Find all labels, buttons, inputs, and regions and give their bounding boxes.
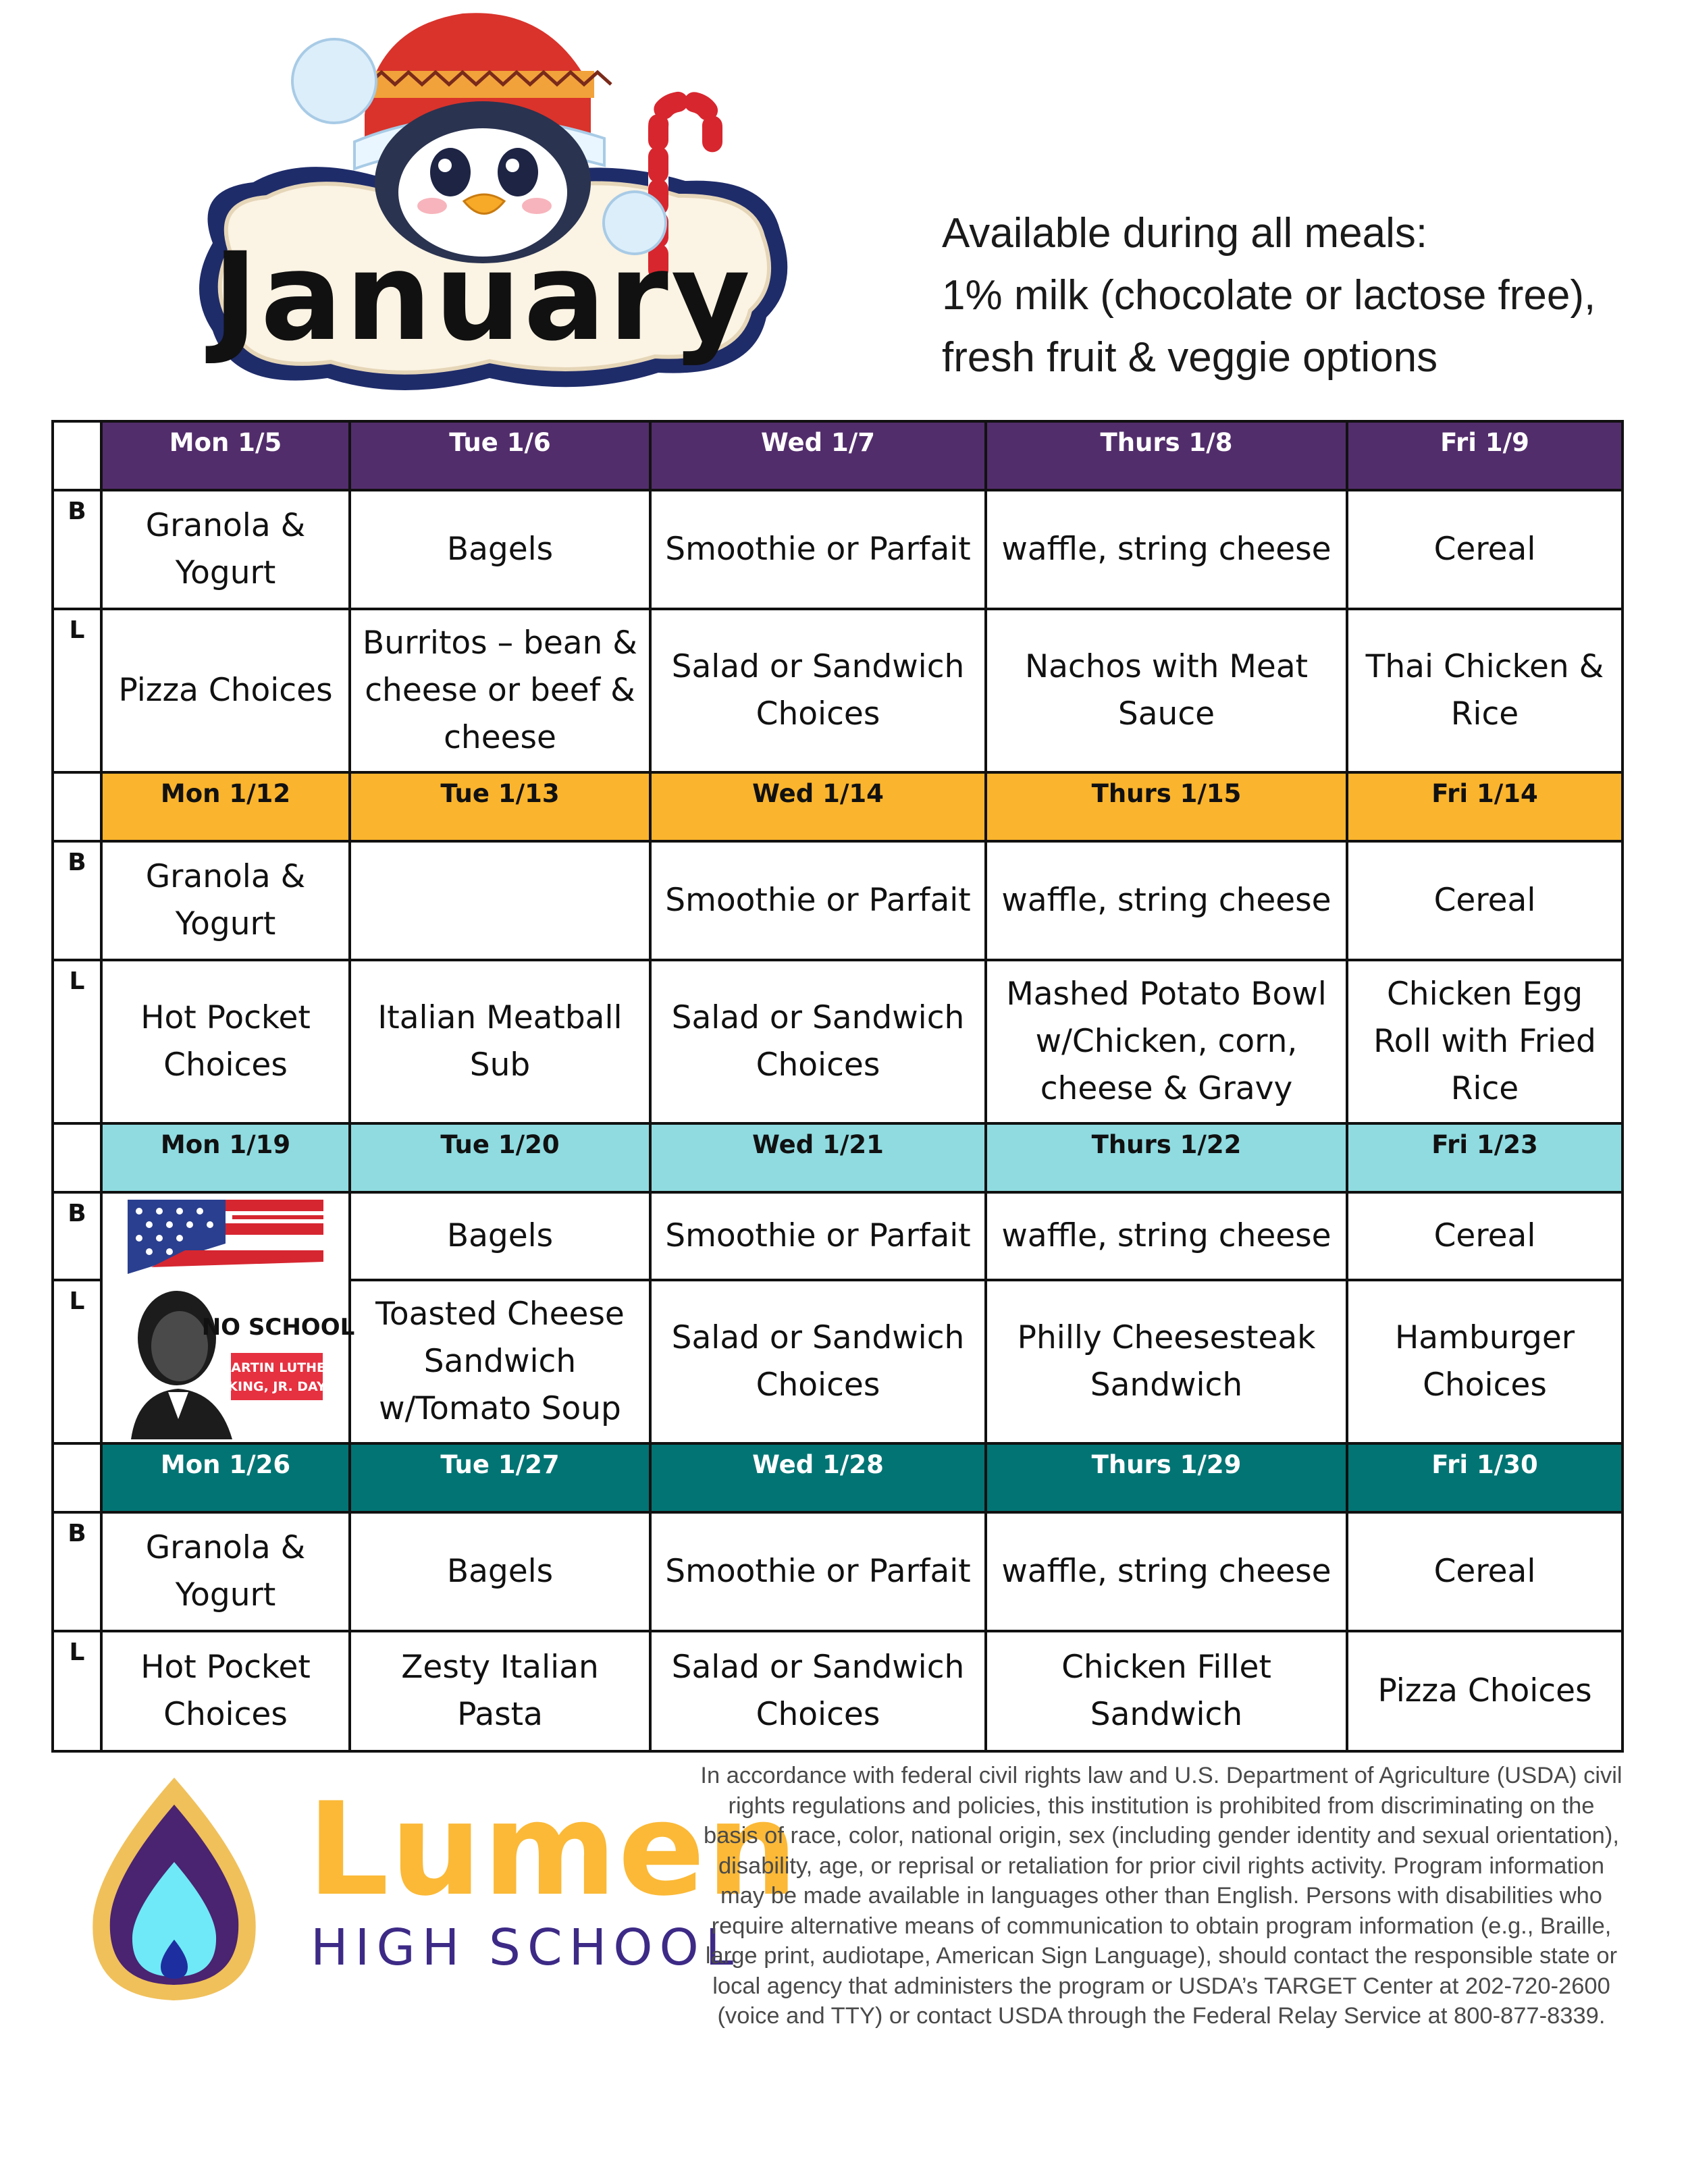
nondiscrimination-notice: [695, 1761, 1627, 2031]
menu-item: Thai Chicken & Rice: [1347, 609, 1623, 772]
menu-item: Hot Pocket Choices: [101, 960, 350, 1123]
menu-item: Pizza Choices: [101, 609, 350, 772]
lunch-label: L: [53, 960, 101, 1123]
week-2-lunch-row: [53, 960, 1623, 1123]
week-4-lunch-row: [53, 1631, 1623, 1751]
menu-item: waffle, string cheese: [986, 1512, 1347, 1631]
notice-line: disability, age, or reprisal or retaliation for prior civil rights activity. Program information: [718, 1853, 1605, 1879]
menu-item: Granola & Yogurt: [101, 841, 350, 960]
notice-line: may be made available in languages other than English. Persons with disabilities who: [720, 1883, 1602, 1909]
day-header: Wed 1/28: [650, 1443, 986, 1512]
availability-note: [942, 203, 1671, 389]
flag-icon: [128, 1200, 323, 1274]
breakfast-label: B: [53, 1192, 101, 1280]
lunch-menu-table: [51, 420, 1624, 1753]
day-header: Fri 1/14: [1347, 772, 1623, 841]
menu-item: Mashed Potato Bowl w/Chicken, corn, cheese & Gravy: [986, 960, 1347, 1123]
portrait-silhouette: [131, 1291, 232, 1439]
menu-item: waffle, string cheese: [986, 1192, 1347, 1280]
day-header: Mon 1/12: [101, 772, 350, 841]
day-header: Wed 1/21: [650, 1123, 986, 1192]
menu-item: Smoothie or Parfait: [650, 490, 986, 609]
day-header: Tue 1/13: [350, 772, 650, 841]
no-school-text: NO SCHOOL: [201, 1314, 355, 1341]
menu-item: Cereal: [1347, 841, 1623, 960]
day-header: Thurs 1/8: [986, 421, 1347, 490]
week-1-breakfast-row: [53, 490, 1623, 609]
menu-item: Hamburger Choices: [1347, 1280, 1623, 1443]
day-header: Thurs 1/22: [986, 1123, 1347, 1192]
menu-item: Bagels: [350, 1192, 650, 1280]
holiday-name-line: MARTIN LUTHER: [218, 1360, 336, 1375]
corner-cell: [53, 1123, 101, 1192]
week-3-breakfast-row: [53, 1192, 1623, 1280]
menu-item: Hot Pocket Choices: [101, 1631, 350, 1751]
school-subtitle: HIGH SCHOOL: [311, 1919, 740, 1977]
menu-item: Cereal: [1347, 1512, 1623, 1631]
menu-item: Italian Meatball Sub: [350, 960, 650, 1123]
menu-item: Bagels: [350, 490, 650, 609]
menu-item: Bagels: [350, 1512, 650, 1631]
menu-item: Zesty Italian Pasta: [350, 1631, 650, 1751]
menu-item: Salad or Sandwich Choices: [650, 1631, 986, 1751]
menu-item: Chicken Egg Roll with Fried Rice: [1347, 960, 1623, 1123]
notice-line: local agency that administers the program or USDA’s TARGET Center at 202-720-2600: [712, 1973, 1610, 1999]
notice-line: require alternative means of communication to obtain program information (e.g., Braille,: [711, 1913, 1612, 1939]
menu-item: Burritos – bean & cheese or beef & cheese: [350, 609, 650, 772]
menu-item: [350, 841, 650, 960]
day-header: Thurs 1/15: [986, 772, 1347, 841]
breakfast-label: B: [53, 841, 101, 960]
mlk-day-holiday-cell: [101, 1192, 355, 1443]
holiday-name-line: KING, JR. DAY: [228, 1379, 326, 1394]
menu-item: Cereal: [1347, 1192, 1623, 1280]
menu-item: Pizza Choices: [1347, 1631, 1623, 1751]
menu-item: Smoothie or Parfait: [650, 1512, 986, 1631]
day-header: Fri 1/23: [1347, 1123, 1623, 1192]
menu-item: waffle, string cheese: [986, 490, 1347, 609]
week-1-header-row: [53, 421, 1623, 490]
menu-item: Cereal: [1347, 490, 1623, 609]
mlk-day-graphic: [124, 1196, 355, 1439]
notice-line: In accordance with federal civil rights law and U.S. Department of Agriculture (USDA) civil: [700, 1763, 1623, 1788]
menu-item: Chicken Fillet Sandwich: [986, 1631, 1347, 1751]
notice-line: (voice and TTY) or contact USDA through the Federal Relay Service at 800-877-8339.: [717, 2003, 1606, 2029]
day-header: Tue 1/27: [350, 1443, 650, 1512]
menu-item: Salad or Sandwich Choices: [650, 609, 986, 772]
menu-item: Granola & Yogurt: [101, 1512, 350, 1631]
week-2-header-row: [53, 772, 1623, 841]
notice-line: large print, audiotape, American Sign Language), should contact the responsible state or: [705, 1943, 1618, 1969]
corner-cell: [53, 421, 101, 490]
lunch-label: L: [53, 1631, 101, 1751]
day-header: Mon 1/5: [101, 421, 350, 490]
corner-cell: [53, 1443, 101, 1512]
lunch-label: L: [53, 609, 101, 772]
breakfast-label: B: [53, 1512, 101, 1631]
availability-line: 1% milk (chocolate or lactose free),: [942, 272, 1596, 319]
school-name: Lumen: [307, 1775, 799, 1924]
menu-item: Toasted Cheese Sandwich w/Tomato Soup: [350, 1280, 650, 1443]
menu-item: Philly Cheesesteak Sandwich: [986, 1280, 1347, 1443]
menu-item: Smoothie or Parfait: [650, 1192, 986, 1280]
corner-cell: [53, 772, 101, 841]
week-2-breakfast-row: [53, 841, 1623, 960]
availability-line: Available during all meals:: [942, 210, 1428, 257]
availability-line: fresh fruit & veggie options: [942, 334, 1438, 381]
menu-item: Salad or Sandwich Choices: [650, 1280, 986, 1443]
week-4-header-row: [53, 1443, 1623, 1512]
menu-item: Salad or Sandwich Choices: [650, 960, 986, 1123]
notice-line: rights regulations and policies, this institution is prohibited from discriminating on the: [728, 1792, 1595, 1819]
week-3-header-row: [53, 1123, 1623, 1192]
day-header: Fri 1/9: [1347, 421, 1623, 490]
menu-item: Nachos with Meat Sauce: [986, 609, 1347, 772]
week-1-lunch-row: [53, 609, 1623, 772]
lunch-label: L: [53, 1280, 101, 1443]
day-header: Fri 1/30: [1347, 1443, 1623, 1512]
day-header: Tue 1/6: [350, 421, 650, 490]
day-header: Thurs 1/29: [986, 1443, 1347, 1512]
menu-item: waffle, string cheese: [986, 841, 1347, 960]
flame-logo-icon: [86, 1774, 262, 2004]
breakfast-label: B: [53, 490, 101, 609]
day-header: Tue 1/20: [350, 1123, 650, 1192]
menu-item: Smoothie or Parfait: [650, 841, 986, 960]
menu-item: Granola & Yogurt: [101, 490, 350, 609]
day-header: Mon 1/26: [101, 1443, 350, 1512]
month-title: January: [212, 226, 754, 368]
week-4-breakfast-row: [53, 1512, 1623, 1631]
notice-line: basis of race, color, national origin, sex (including gender identity and sexual orientation),: [704, 1823, 1619, 1848]
day-header: Wed 1/7: [650, 421, 986, 490]
day-header: Wed 1/14: [650, 772, 986, 841]
day-header: Mon 1/19: [101, 1123, 350, 1192]
